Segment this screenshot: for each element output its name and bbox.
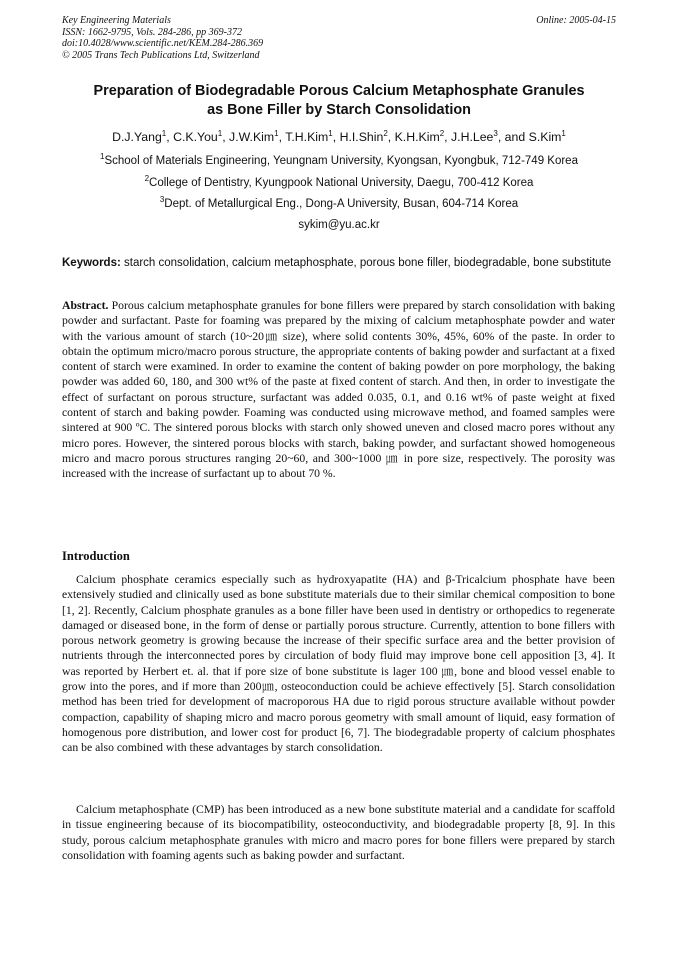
abstract-text: Porous calcium metaphosphate granules for bone fillers were prepared by starch consolidation with baking powder and surfactant. Paste for foaming was prepared by the mixing of calcium metaphosphate powder and water with the various amount of starch (10~20㎛ size), where solid contents 30%, 45%, 60% of the paste. In order to obtain the optimum micro/macro porous structure, the appropriate contents of baking powder and surfactant at a fixed content of starch were examined. In order to examine the content of baking powder on pore morphology, the baking powder was added 60, 180, and 300 wt% of the paste at fixed content of starch. And then, in order to investigate the effect of surfactant on porous structure, surfactant was added 0.035, 0.1, and 0.16 wt% of paste weight at fixed content of starch and baking powder. Foaming was conducted using microwave method, and foamed samples were sintered at 900 ºC. The sintered porous blocks with starch only showed uneven and closed macro pores without any micro pores. However, the sintered porous blocks with starch, baking powder, and surfactant showed homogeneous micro and macro porous structures ranging 20~60, and 300~1000 ㎛ in pore size, respectively. The porosity was increased with the increase of surfactant up to about 70 %. [62,299,615,481]
introduction-paragraph-1: Calcium phosphate ceramics especially such as hydroxyapatite (HA) and β-Tricalcium phosphate have been extensively studied and clinically used as bone substitute materials due to their similar chemical composition to bone [1, 2]. Recently, Calcium phosphate granules as a bone filler have been used in dentistry or orthopedics to regenerate damaged or diseased bone, in the form of dense or partially porous structure. Currently, attention to bone fillers with porous network geometry is growing because the increase of their specific surface area and the better provision of nutrients through the interconnected pores by circulation of body fluid may improve bone cell apposition [3, 4]. It was reported by Herbert et. al. that if pore size of bone substitute is lager 100 ㎛, bone and blood vessel enable to grow into the pores, and if more than 200㎛, osteoconduction could be achieve effectively [5]. Starch consolidation method has been tried for development of macroporous HA due to rigid porous structure available without powder compaction, capability of shaping micro and macro porous geometry with small amount of liquid, easy formation of homogenous pore distribution, and lower cost for product [6, 7]. The biodegradable property of calcium phosphates can be also combined with these advantages by starch consolidation. [62,573,615,755]
keywords-text: starch consolidation, calcium metaphosphate, porous bone filler, biodegradable, bone substitute [124,257,612,269]
publication-header [62,15,263,61]
keywords-label: Keywords: [62,257,121,269]
author: D.J.Yang$^1$ [112,129,167,144]
section-heading-introduction: Introduction [62,549,130,563]
abstract [62,298,615,482]
issn-line: ISSN: 1662-9795, Vols. 284-286, pp 369-372 [62,26,242,38]
author: H.I.Shin$^2$ [339,129,388,144]
paper-title [62,82,616,120]
author-list: D.J.Yang$^1$, C.K.You$^1$, J.W.Kim$^1$, T.H.Kim$^1$, H.I.Shin$^2$, K.H.Kim$^2$, J.H.Lee$^3$, and S.Kim$^1$ [112,129,566,144]
author: C.K.You$^1$ [173,129,223,144]
title-line-1: Preparation of Biodegradable Porous Calcium Metaphosphate Granules [93,83,585,99]
author: T.H.Kim$^1$ [285,129,333,144]
abstract-label: Abstract. [62,299,109,312]
journal-name: Key Engineering Materials [62,15,171,26]
copyright-line: © 2005 Trans Tech Publications Ltd, Switzerland [62,49,260,61]
contact-email: sykim@yu.ac.kr [298,219,380,231]
title-line-2: as Bone Filler by Starch Consolidation [207,102,471,118]
author: K.H.Kim$^2$ [394,129,445,144]
online-date: Online: 2005-04-15 [536,15,616,26]
introduction-paragraph-2: Calcium metaphosphate (CMP) has been introduced as a new bone substitute material and a candidate for scaffold in tissue engineering because of its biocompatibility, osteoconductivity, and biodegradable property [8, 9]. In this study, porous calcium metaphosphate granules with micro and macro pores for bone fillers were prepared by starch consolidation with foaming agents such as baking powder and surfactant. [62,803,615,862]
author: J.H.Lee$^3$ [451,129,498,144]
affiliation-2: $^2$College of Dentistry, Kyungpook National University, Daegu, 700-412 Korea [144,174,534,189]
author: J.W.Kim$^1$ [229,129,279,144]
author: S.Kim$^1$ [528,129,566,144]
keywords [62,256,616,270]
doi-line: doi:10.4028/www.scientific.net/KEM.284-286.369 [62,38,264,49]
affiliation-1: $^1$School of Materials Engineering, Yeungnam University, Kyongsan, Kyongbuk, 712-749 Korea [100,152,578,167]
affiliation-3: $^3$Dept. of Metallurgical Eng., Dong-A University, Busan, 604-714 Korea [159,195,519,210]
